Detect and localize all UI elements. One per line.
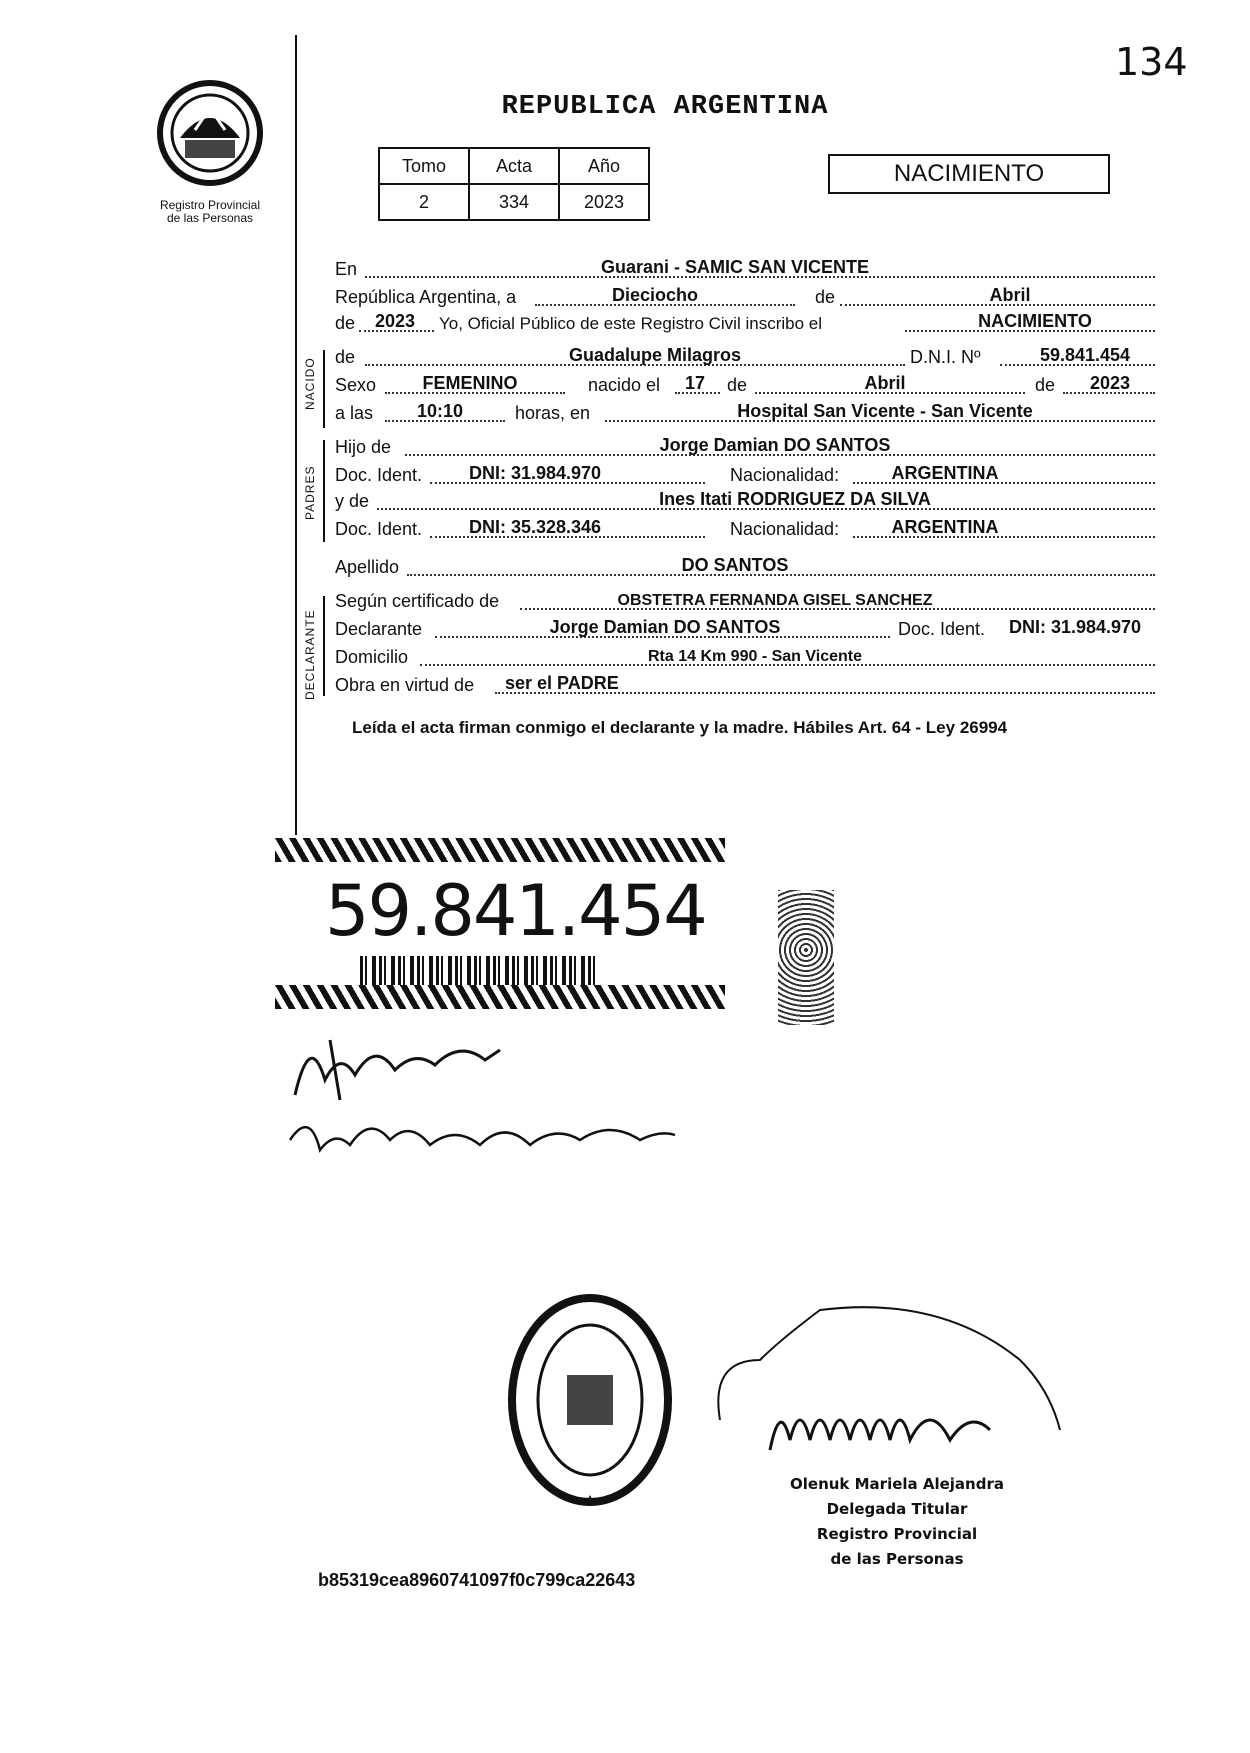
security-band-bottom — [275, 985, 725, 1009]
value-year: 2023 — [374, 311, 416, 331]
value-birth-day: 17 — [684, 373, 706, 393]
label-doc3: Doc. Ident. — [898, 619, 986, 639]
value-event: NACIMIENTO — [978, 311, 1092, 331]
value-mother-nationality: ARGENTINA — [891, 517, 999, 537]
label-sexo: Sexo — [335, 375, 377, 395]
row-apellido — [335, 554, 1155, 580]
row-certificado — [335, 588, 1155, 614]
logo-caption-line1: Registro Provincial — [159, 198, 261, 212]
row-domicilio — [335, 644, 1155, 670]
left-margin-line — [295, 35, 297, 835]
value-sex: FEMENINO — [422, 373, 518, 393]
acta-header-acta: Acta — [469, 148, 559, 184]
label-de4: de — [727, 375, 748, 395]
label-republica: República Argentina, a — [335, 287, 517, 307]
value-month: Abril — [989, 285, 1031, 305]
label-de2: de — [335, 313, 356, 333]
row-year — [335, 310, 1155, 336]
record-type-box: NACIMIENTO — [828, 154, 1110, 194]
value-certificate: OBSTETRA FERNANDA GISEL SANCHEZ — [617, 592, 933, 609]
acta-value-anio: 2023 — [559, 184, 649, 220]
logo-caption-line2: de las Personas — [166, 211, 254, 225]
label-de: de — [815, 287, 836, 307]
acta-table — [378, 147, 650, 221]
value-father-nationality: ARGENTINA — [891, 463, 999, 483]
label-nacido: nacido el — [588, 375, 661, 395]
label-obra: Obra en virtud de — [335, 675, 475, 695]
official-org2: de las Personas — [830, 1550, 964, 1568]
row-date — [335, 284, 1155, 310]
label-domicilio: Domicilio — [335, 647, 409, 667]
label-alas: a las — [335, 403, 374, 423]
section-line-nacido — [323, 350, 325, 428]
label-doc2: Doc. Ident. — [335, 519, 423, 539]
dni-sticker-number: 59.841.454 — [325, 870, 706, 952]
page-number: 134 — [1115, 40, 1188, 84]
row-father — [335, 434, 1155, 460]
row-obra — [335, 672, 1155, 698]
label-horas: horas, en — [515, 403, 591, 423]
hologram-seal — [778, 890, 834, 1025]
row-sex — [335, 372, 1155, 398]
label-nacionalidad2: Nacionalidad: — [730, 519, 840, 539]
label-segun: Según certificado de — [335, 591, 500, 611]
label-doc: Doc. Ident. — [335, 465, 423, 485]
acta-value-acta: 334 — [469, 184, 559, 220]
document-title: REPUBLICA ARGENTINA — [501, 92, 829, 122]
label-yde: y de — [335, 491, 370, 511]
value-name: Guadalupe Milagros — [568, 345, 742, 365]
value-obra: ser el PADRE — [505, 673, 619, 693]
label-apellido: Apellido — [335, 557, 400, 577]
section-label-nacido: NACIDO — [303, 357, 317, 410]
value-apellido: DO SANTOS — [681, 555, 789, 575]
section-label-padres: PADRES — [303, 465, 317, 520]
value-domicilio: Rta 14 Km 990 - San Vicente — [647, 648, 863, 665]
value-birth-month: Abril — [864, 373, 906, 393]
value-day: Dieciocho — [611, 285, 699, 305]
value-father-doc: DNI: 31.984.970 — [468, 463, 602, 483]
value-dni: 59.841.454 — [1039, 345, 1131, 365]
row-mother — [335, 488, 1155, 514]
value-hospital: Hospital San Vicente - San Vicente — [737, 401, 1033, 421]
value-declarante-doc: DNI: 31.984.970 — [1008, 617, 1142, 637]
label-hijo: Hijo de — [335, 437, 392, 457]
label-nacionalidad: Nacionalidad: — [730, 465, 840, 485]
row-declarante — [335, 616, 1155, 642]
value-birth-year: 2023 — [1089, 373, 1131, 393]
label-de5: de — [1035, 375, 1056, 395]
value-time: 10:10 — [416, 401, 464, 421]
acta-header-anio: Año — [559, 148, 649, 184]
section-line-padres — [323, 440, 325, 542]
label-de3: de — [335, 347, 356, 367]
label-dni: D.N.I. Nº — [910, 347, 981, 367]
mother-signature — [280, 1100, 680, 1170]
official-name: Olenuk Mariela Alejandra — [790, 1475, 1004, 1493]
label-en: En — [335, 259, 358, 279]
value-declarante: Jorge Damian DO SANTOS — [549, 617, 781, 637]
official-stamp — [505, 1290, 675, 1510]
security-band-top — [275, 838, 725, 862]
value-mother-doc: DNI: 35.328.346 — [468, 517, 602, 537]
acta-value-tomo: 2 — [379, 184, 469, 220]
section-line-declarante — [323, 596, 325, 696]
row-father-doc — [335, 462, 1155, 488]
value-mother: Ines Itati RODRIGUEZ DA SILVA — [659, 489, 931, 509]
official-signature — [700, 1300, 1100, 1490]
row-time — [335, 400, 1155, 426]
row-en — [335, 256, 1155, 282]
official-role: Delegada Titular — [826, 1500, 968, 1518]
official-block — [790, 1472, 1004, 1572]
section-label-declarante: DECLARANTE — [303, 609, 317, 700]
row-name — [335, 344, 1155, 370]
label-yo: Yo, Oficial Público de este Registro Civil inscribo el — [439, 314, 822, 333]
label-declarante: Declarante — [335, 619, 423, 639]
value-place: Guarani - SAMIC SAN VICENTE — [600, 257, 870, 277]
document-hash: b85319cea8960741097f0c799ca22643 — [318, 1570, 636, 1590]
father-signature — [285, 1020, 515, 1105]
value-father: Jorge Damian DO SANTOS — [659, 435, 891, 455]
row-mother-doc — [335, 516, 1155, 542]
closing-note: Leída el acta firman conmigo el declarante y la madre. Hábiles Art. 64 - Ley 26994 — [352, 718, 1008, 737]
official-org1: Registro Provincial — [816, 1525, 978, 1543]
acta-header-tomo: Tomo — [379, 148, 469, 184]
